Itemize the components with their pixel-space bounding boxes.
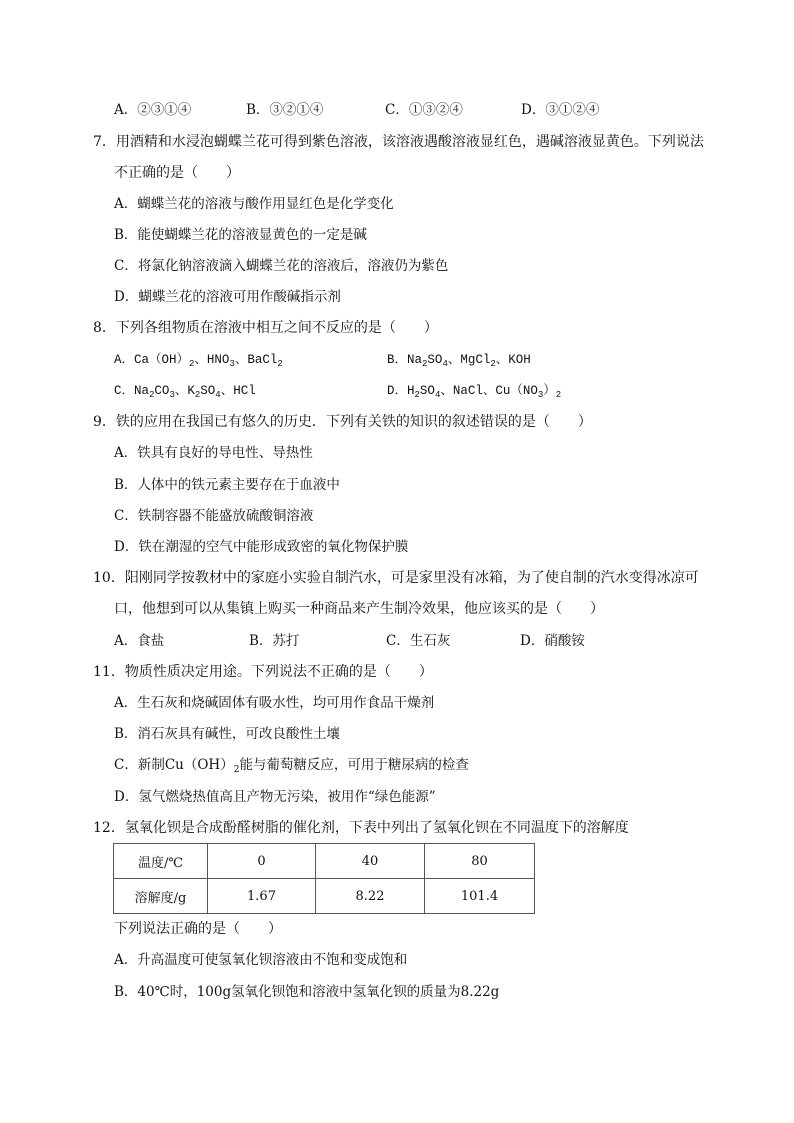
table-header-cell: 温度/℃ — [114, 844, 208, 879]
q8-option-d[interactable]: D．$H_2SO_4$、NaCl、$Cu(NO_3)_2$ — [387, 384, 562, 400]
q11-option-c[interactable]: C．新制$Cu(OH)_2$能与葡萄糖反应，可用于糖尿病的检查 — [114, 757, 469, 775]
q12-prompt: 下列说法正确的是（ ） — [114, 921, 282, 937]
q10-option-b[interactable]: B．苏打 — [249, 633, 300, 649]
table-cell: 1.67 — [208, 879, 316, 914]
q10-stem-line1: 10．阳刚同学按教材中的家庭小实验自制汽水，可是家里没有冰箱，为了使自制的汽水变得冰凉可 — [93, 570, 699, 586]
q6-option-a[interactable]: A．②③①④ — [114, 102, 192, 118]
q12-option-b[interactable]: B．40℃时，100g氢氧化钡饱和溶液中氢氧化钡的质量为8.22g — [114, 984, 500, 1000]
q8-option-a[interactable]: A．$Ca(OH)_2$、$HNO_3$、BaCl$_2$ — [114, 353, 283, 369]
table-cell: 101.4 — [425, 879, 535, 914]
q9-stem: 9．铁的应用在我国已有悠久的历史．下列有关铁的知识的叙述错误的是（ ） — [93, 414, 592, 430]
q9-option-c[interactable]: C．铁制容器不能盛放硫酸铜溶液 — [114, 508, 314, 524]
q7-option-b[interactable]: B．能使蝴蝶兰花的溶液显黄色的一定是碱 — [114, 227, 367, 243]
q9-option-d[interactable]: D．铁在潮湿的空气中能形成致密的氧化物保护膜 — [114, 539, 409, 555]
q9-option-a[interactable]: A．铁具有良好的导电性、导热性 — [114, 445, 313, 461]
table-cell: 80 — [425, 844, 535, 879]
q12-stem: 12．氢氧化钡是合成酚醛树脂的催化剂，下表中列出了氢氧化钡在不同温度下的溶解度 — [93, 820, 629, 836]
table-cell: 40 — [316, 844, 425, 879]
q10-option-c[interactable]: C．生石灰 — [386, 633, 451, 649]
q11-option-d[interactable]: D．氢气燃烧热值高且产物无污染，被用作“绿色能源” — [114, 789, 436, 805]
q6-option-c[interactable]: C．①③②④ — [385, 102, 463, 118]
q8-option-c[interactable]: C．$Na_2CO_3$、$K_2SO_4$、HCl — [114, 384, 256, 400]
q7-stem-line1: 7．用酒精和水浸泡蝴蝶兰花可得到紫色溶液，该溶液遇酸溶液显红色，遇碱溶液显黄色。下列说法 — [93, 134, 704, 150]
q7-stem-line2: 不正确的是（ ） — [114, 165, 240, 181]
q10-option-d[interactable]: D．硝酸铵 — [520, 633, 585, 649]
q11-stem: 11．物质性质决定用途。下列说法不正确的是（ ） — [93, 664, 433, 680]
table-row — [114, 879, 535, 914]
q10-stem-line2: 口，他想到可以从集镇上购买一种商品来产生制冷效果，他应该买的是（ ） — [114, 601, 604, 617]
table-cell: 0 — [208, 844, 316, 879]
q7-option-a[interactable]: A．蝴蝶兰花的溶液与酸作用显红色是化学变化 — [114, 196, 394, 212]
table-row — [114, 844, 535, 879]
q7-option-d[interactable]: D．蝴蝶兰花的溶液可用作酸碱指示剂 — [114, 289, 341, 305]
table-cell: 8.22 — [316, 879, 425, 914]
q8-option-b[interactable]: B．$Na_2SO_4$、MgCl$_2$、KOH — [387, 353, 531, 369]
q11-option-b[interactable]: B．消石灰具有碱性，可改良酸性土壤 — [114, 726, 340, 742]
q6-option-b[interactable]: B．③②①④ — [246, 102, 324, 118]
q8-stem: 8．下列各组物质在溶液中相互之间不反应的是（ ） — [93, 320, 438, 336]
q12-option-a[interactable]: A．升高温度可使氢氧化钡溶液由不饱和变成饱和 — [114, 952, 408, 968]
q9-option-b[interactable]: B．人体中的铁元素主要存在于血液中 — [114, 477, 340, 493]
table-header-cell: 溶解度/g — [114, 879, 208, 914]
solubility-table — [113, 843, 535, 914]
q10-option-a[interactable]: A．食盐 — [114, 633, 165, 649]
q7-option-c[interactable]: C．将氯化钠溶液滴入蝴蝶兰花的溶液后，溶液仍为紫色 — [114, 258, 449, 274]
q6-option-d[interactable]: D．③①②④ — [521, 102, 600, 118]
q11-option-a[interactable]: A．生石灰和烧碱固体有吸水性，均可用作食品干燥剂 — [114, 695, 435, 711]
